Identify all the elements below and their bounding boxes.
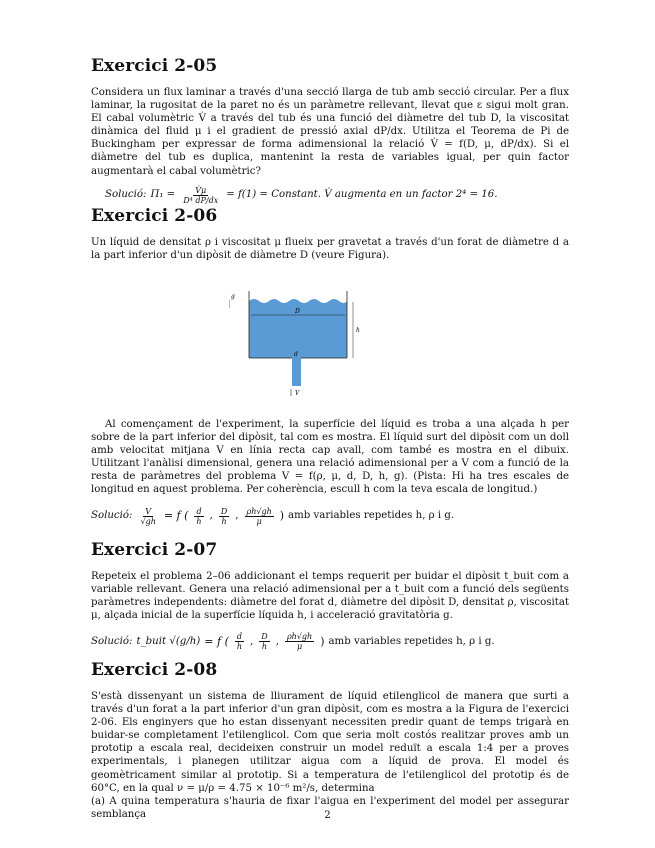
exercise-title: Exercici 2-05 <box>91 56 218 76</box>
exercise-2-08 <box>91 660 569 821</box>
solution-label: Solució: <box>91 510 133 522</box>
solution-label: Solució: <box>105 189 147 201</box>
exercise-2-06-continued <box>91 418 569 526</box>
exercise-item-a: (a) A quina temperatura s'hauria de fixar l'aigua en l'experiment del model per assegurar semblança <box>91 795 569 820</box>
exercise-body: Un líquid de densitat ρ i viscositat μ flueix per gravetat a través d'un forat de diàmetre d a la part inferior d'un dipòsit de diàmetre D (veure Figura). <box>91 237 569 262</box>
exercise-title: Exercici 2-08 <box>91 660 218 680</box>
exercise-body: Repeteix el problema 2–06 addicionant el temps requerit per buidar el dipòsit t_buit com a variable rellevant. Genera una relació adimensional per a t_buit com a funció dels següents paràmetres independents: diàmetre del forat d, diàmetre del dipòsit D, densitat ρ, viscositat μ, alçada inicial de la superfície líquida h, i acceleració gravitatòria g. <box>91 571 569 622</box>
page-number: 2 <box>324 810 331 821</box>
exercise-2-07 <box>91 540 569 651</box>
solution: Solució: $\frac{V}{√gh}$ = f ( $\frac{d}{h}$ , $\frac{D}{h}$ , $\frac{\rho h√gh}{\mu}$ ) amb variables repetides h, ρ i g. <box>91 506 455 526</box>
tank-figure <box>229 286 369 396</box>
exercise-body: Considera un flux laminar a través d'una secció llarga de tub amb secció circular. Per a flux laminar, la rugositat de la paret no és un paràmetre rellevant, llevat que ε sigui molt gran. El cabal volumètric V̇ a través del tub és una funció del diàmetre del tub D, la viscositat dinàmica del fluid μ i el gradient de pressió axial dP/dx. Utilitza el Teorema de Pi de Buckingham per expressar de forma adimensional la relació V̇ = f(D, μ, dP/dx). Si el diàmetre del tub es duplica, mantenint la resta de variables igual, per quin factor augmentarà el cabal volumètric? <box>91 87 569 177</box>
tank-diagram <box>229 286 369 396</box>
exercise-body: S'està dissenyant un sistema de lliurament de líquid etilenglicol de manera que surti a través d'un forat a la part inferior d'un gran dipòsit, com es mostra a la Figura de l'exercici 2-06. Els enginyers que ho estan dissenyant necessiten predir quant de temps trigarà en buidar-se completament l'etilenglicol. Com que seria molt costós realitzar proves amb un prototip a escala real, decideixen construir un model reduït a escala 1:4 per a proves experimentals, i planegen utilitzar aigua com a líquid de prova. El model és geomètricament similar al prototip. Si a temperatura de l'etilenglicol del prototip és de 60°C, en la qual ν = μ/ρ = 4.75 × 10⁻⁶ m²/s, determina <box>91 691 569 794</box>
velocity-V-label: V <box>295 390 300 396</box>
exercise-body-2: Al començament de l'experiment, la superfície del líquid es troba a una alçada h per sobre de la part inferior del dipòsit, tal com es mostra. El líquid surt del dipòsit com un doll amb velocitat mitjana V en línia recta cap avall, com també es mostra en el dibuix. Utilitzant l'anàlisi dimensional, genera una relació adimensional per a V com a funció de la resta de paràmetres del problema V = f(ρ, μ, d, D, h, g). (Pista: Hi ha tres escales de longitud en aquest problema. Per coherència, escull h com la teva escala de longitud.) <box>91 419 569 496</box>
pi-fraction: $\frac{V̇\mu}{\text{D⁴ dP/dx}}$ <box>183 185 219 205</box>
exercise-2-05 <box>91 56 569 205</box>
diameter-D-label: D <box>295 308 300 315</box>
exercise-title: Exercici 2-07 <box>91 540 218 560</box>
solution: Solució: Π₁ = $\frac{V̇\mu}{\text{D⁴ dP/dx}}$ = f(1) = Constant. V̇ augmenta en un factor 2⁴ = 16. <box>105 185 498 205</box>
exercise-2-06 <box>91 206 569 262</box>
solution: Solució: t_buit √(g/h) = f ( $\frac{d}{h}$ , $\frac{D}{h}$ , $\frac{\rho h√gh}{\mu}$ ) amb variables repetides h, ρ i g. <box>91 632 495 652</box>
hole-d-label: d <box>294 351 298 358</box>
height-h-label: h <box>356 327 360 334</box>
exercise-title: Exercici 2-06 <box>91 206 218 226</box>
gravity-label: g <box>231 293 235 300</box>
solution-label: Solució: <box>91 635 133 647</box>
